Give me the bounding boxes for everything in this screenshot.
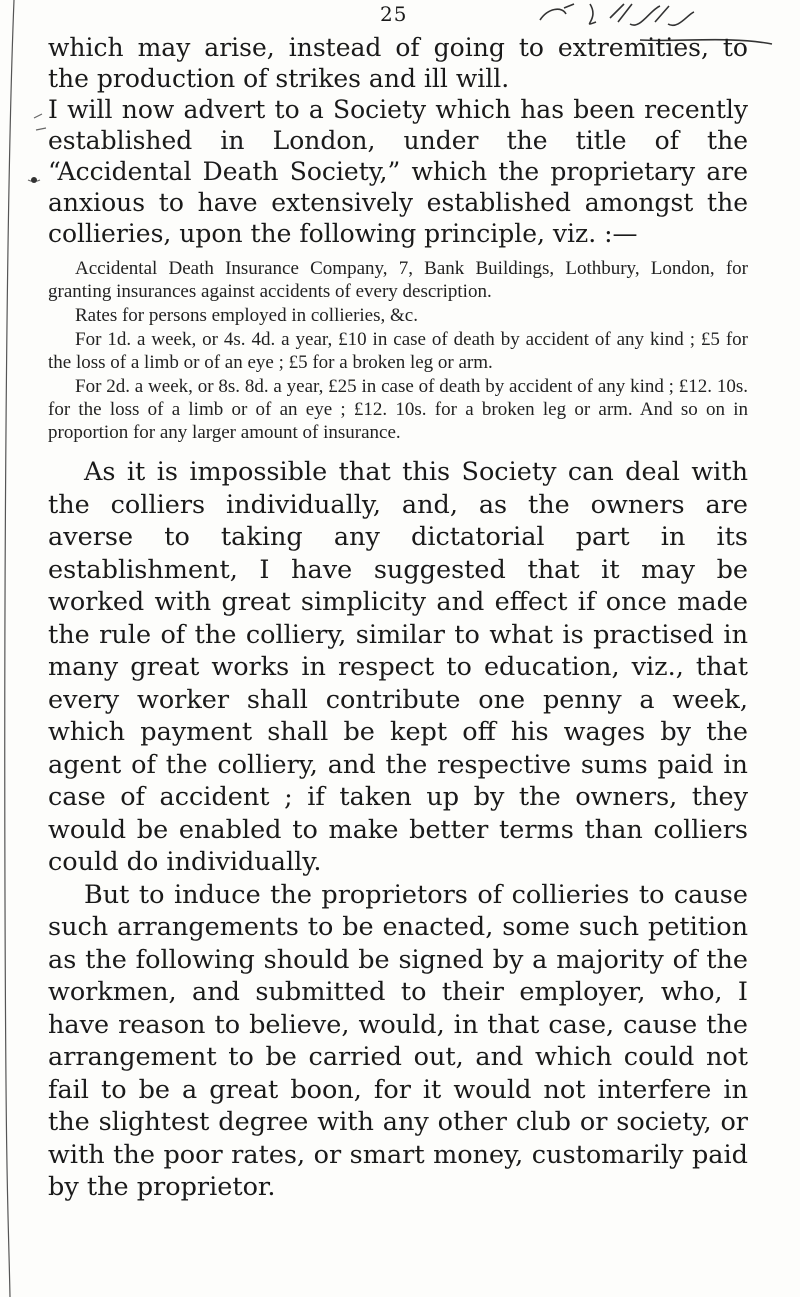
main-text [48, 456, 748, 1204]
paragraph-proprietors: But to induce the proprietors of collieries to cause such arrangements to be enacted, some such petition as the following should be signed by a majority of the workmen, and submitted to their employer, who, I have reason to believe, would, in that case, cause the arrangement to be carried out, and which could not fail to be a great boon, for it would not interfere in the slightest degree with any other club or society, or with the poor rates, or smart money, customarily paid by the proprietor. [48, 879, 748, 1202]
page-number: 25 [380, 2, 408, 26]
rate-two-pence: For 2d. a week, or 8s. 8d. a year, £25 in case of death by accident of any kind ; £12. 10s. for the loss of a limb or of an eye ; £12. 10s. for a broken leg or arm. And so on in proportion for any larger amount of insurance. [48, 376, 748, 443]
rate-one-penny: For 1d. a week, or 4s. 4d. a year, £10 in case of death by accident of any kind ; £5 for the loss of a limb or of an eye ; £5 for a broken leg or arm. [48, 329, 748, 373]
intro-paragraph-continued: which may arise, instead of going to extremities, to the production of strikes and ill will. [48, 33, 748, 93]
insurance-notice [48, 257, 748, 444]
intro-paragraph-society: I will now advert to a Society which has been recently established in London, under the title of the “Accidental Death Society,” which the proprietary are anxious to have extensively established amongst the collieries, upon the following principle, viz. :— [48, 95, 748, 248]
margin-pencil-marks [0, 90, 48, 210]
rates-heading: Rates for persons employed in collieries, &c. [75, 305, 418, 326]
page-content [48, 32, 748, 1204]
insurance-heading: Accidental Death Insurance Company, 7, Bank Buildings, Lothbury, London, for granting insurances against accidents of every description. [48, 258, 748, 302]
paragraph-impossible: As it is impossible that this Society can deal with the colliers individually, and, as the owners are averse to taking any dictatorial part in its establishment, I have suggested that it may be worked with great simplicity and effect if once made the rule of the colliery, similar to what is practised in many great works in respect to education, viz., that every worker shall contribute one penny a week, which payment shall be kept off his wages by the agent of the colliery, and the respective sums paid in case of accident ; if taken up by the owners, they would be enabled to make better terms than colliers could do individually. [48, 457, 748, 877]
intro-text [48, 32, 748, 249]
